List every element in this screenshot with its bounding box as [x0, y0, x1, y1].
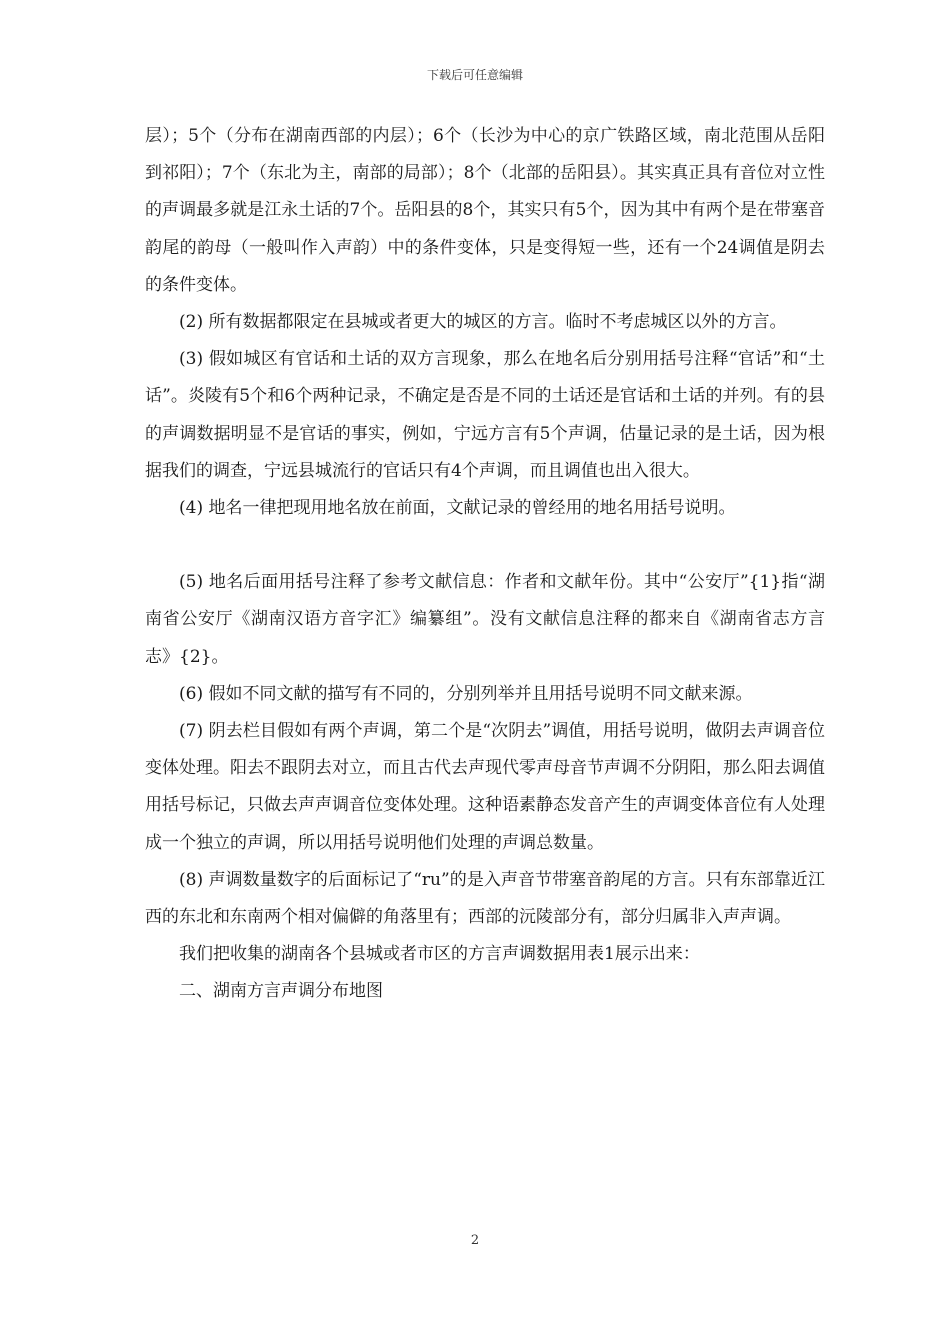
paragraph-continuation: 层）；5个（分布在湖南西部的内层）；6个（长沙为中心的京广铁路区域，南北范围从岳阳到祁阳）；7个（东北为主，南部的局部）；8个（北部的岳阳县）。其实真正具有音位对立性的声调最多就是江永土话的7个。岳阳县的8个，其实只有5个，因为其中有两个是在带塞音韵尾的韵母（一般叫作入声韵）中的条件变体，只是变得短一些，还有一个24调值是阴去的条件变体。 — [145, 126, 825, 295]
paragraph-table-intro: 我们把收集的湖南各个县城或者市区的方言声调数据用表1展示出来： — [179, 944, 700, 965]
paragraph-note-4: (4) 地名一律把现用地名放在前面，文献记录的曾经用的地名用括号说明。 — [179, 498, 736, 519]
paragraph-note-7: (7) 阴去栏目假如有两个声调，第二个是“次阴去”调值，用括号说明，做阴去声调音位变体处理。阳去不跟阴去对立，而且古代去声现代零声母音节声调不分阴阳，那么阳去调值用括号标记，只做去声声调音位变体处理。这种语素静态发音产生的声调变体音位有人处理成一个独立的声调，所以用括号说明他们处理的声调总数量。 — [145, 721, 825, 853]
page-header: 下载后可任意编辑 — [426, 68, 523, 82]
paragraph-note-8: (8) 声调数量数字的后面标记了“ru”的是入声音节带塞音韵尾的方言。只有东部靠近江西的东北和东南两个相对偏僻的角落里有；西部的沅陵部分有，部分归属非入声声调。 — [145, 869, 825, 928]
paragraph-note-6: (6) 假如不同文献的描写有不同的，分别列举并且用括号说明不同文献来源。 — [179, 683, 753, 704]
page-number: 2 — [470, 1233, 480, 1248]
paragraph-note-5: (5) 地名后面用括号注释了参考文献信息：作者和文献年份。其中“公安厅”{1}指“湖南省公安厅《湖南汉语方音字汇》编纂组”。没有文献信息注释的都来自《湖南省志方言志》{2}。 — [145, 572, 825, 667]
paragraph-note-3: (3) 假如城区有官话和土话的双方言现象，那么在地名后分别用括号注释“官话”和“土话”。炎陵有5个和6个两种记录，不确定是否是不同的土话还是官话和土话的并列。有的县的声调数据明显不是官话的事实，例如，宁远方言有5个声调，估量记录的是土话，因为根据我们的调查，宁远县城流行的官话只有4个声调，而且调值也出入很大。 — [145, 349, 825, 481]
paragraph-note-2: (2) 所有数据都限定在县城或者更大的城区的方言。临时不考虑城区以外的方言。 — [179, 312, 787, 333]
document-body — [145, 118, 825, 1011]
section-heading: 二、湖南方言声调分布地图 — [179, 981, 383, 1002]
